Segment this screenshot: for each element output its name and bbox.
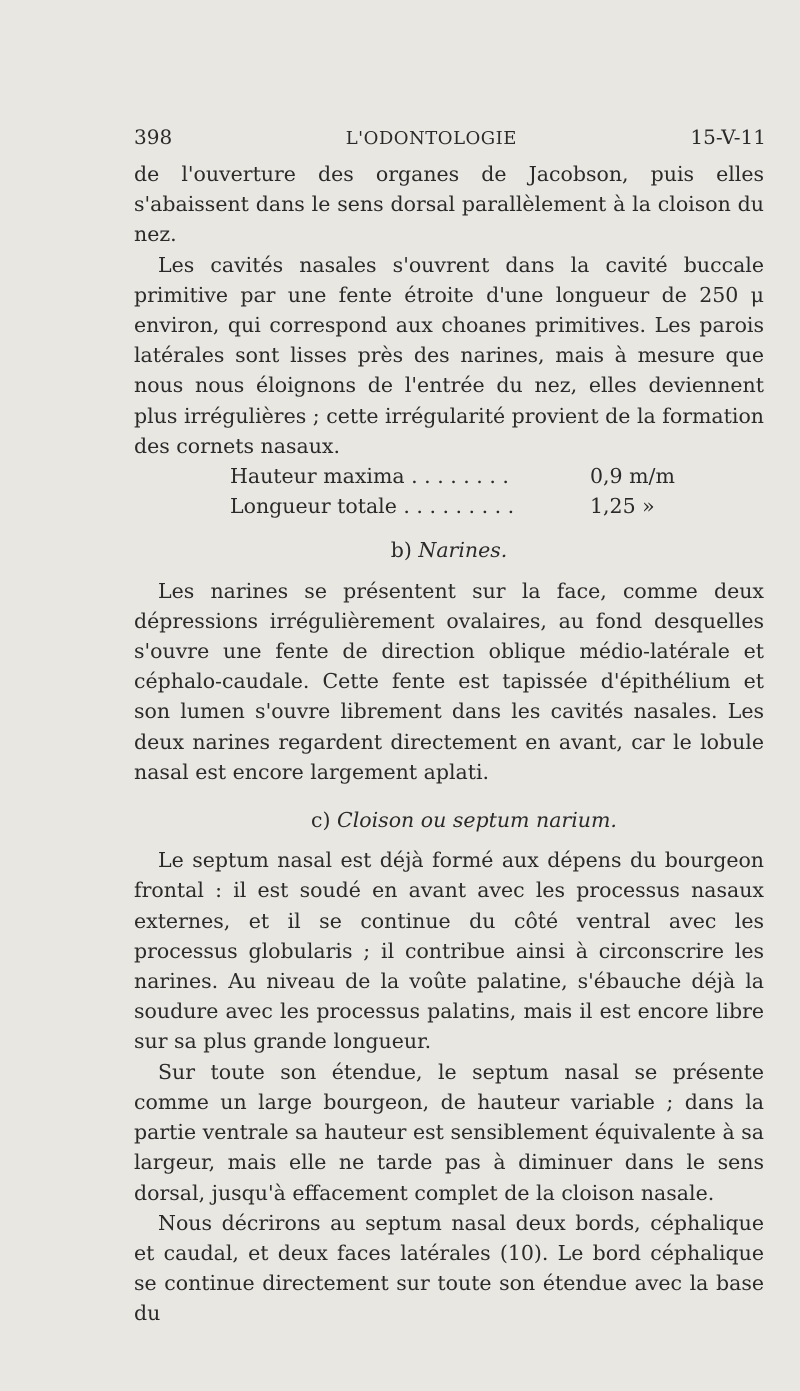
paragraph: Les narines se présentent sur la face, comme deux dépressions irrégulièrement ovalaires, au fond desquelles s'ouvre une fente de direction oblique médio-latérale et céphalo-caudale. Cette fente est tapissée d'épithélium et son lumen s'ouvre librement dans les cavités nasales. Les deux narines regardent directement en avant, car le lobule nasal est encore largement aplati.: [134, 578, 764, 784]
section-letter: b): [390, 538, 412, 563]
measurement-value: 0,9 m/m: [590, 464, 675, 489]
page-number: 398: [134, 125, 173, 149]
measurement-row: [230, 461, 700, 491]
paragraph: de l'ouverture des organes de Jacobson, puis elles s'abaissent dans le sens dorsal parallèlement à la cloison du nez.: [134, 162, 764, 247]
running-header: [134, 125, 766, 149]
measurement-label: Longueur totale . . . . . . . . .: [230, 494, 515, 519]
paragraph: Nous décrirons au septum nasal deux bords, céphalique et caudal, et deux faces latérales (10). Le bord céphalique se continue directement sur toute son étendue avec la base du: [134, 1210, 764, 1326]
section-title: Narines.: [418, 538, 508, 563]
journal-title: L'ODONTOLOGIE: [345, 128, 517, 149]
paragraph: Le septum nasal est déjà formé aux dépens du bourgeon frontal : il est soudé en avant avec les processus nasaux externes, et il se continue du côté ventral avec les processus globularis ; il contribue ainsi à circonscrire les narines. Au niveau de la voûte palatine, s'ébauche déjà la soudure avec les processus palatins, mais il est encore libre sur sa plus grande longueur.: [134, 848, 764, 1054]
section-letter: c): [311, 808, 331, 833]
section-title: Cloison ou septum narium.: [337, 808, 617, 833]
paragraph: Les cavités nasales s'ouvrent dans la cavité buccale primitive par une fente étroite d'une longueur de 250 μ environ, qui correspond aux choanes primitives. Les parois latérales sont lisses près des narines, mais à mesure que nous nous éloignons de l'entrée du nez, elles deviennent plus irrégulières ; cette irrégularité provient de la formation des cornets nasaux.: [134, 252, 764, 458]
measurement-table: [230, 461, 700, 521]
measurement-value: 1,25 »: [590, 494, 655, 519]
section-heading-b: [134, 535, 764, 565]
paragraph: Sur toute son étendue, le septum nasal se présente comme un large bourgeon, de hauteur variable ; dans la partie ventrale sa hauteur est sensiblement équivalente à sa largeur, mais elle ne tarde pas à diminuer dans le sens dorsal, jusqu'à effacement complet de la cloison nasale.: [134, 1059, 764, 1205]
measurement-label: Hauteur maxima . . . . . . . .: [230, 464, 509, 489]
issue-date: 15-V-11: [690, 125, 766, 149]
page-body: [134, 159, 764, 1329]
section-heading-c: [134, 805, 764, 835]
measurement-row: [230, 491, 700, 521]
